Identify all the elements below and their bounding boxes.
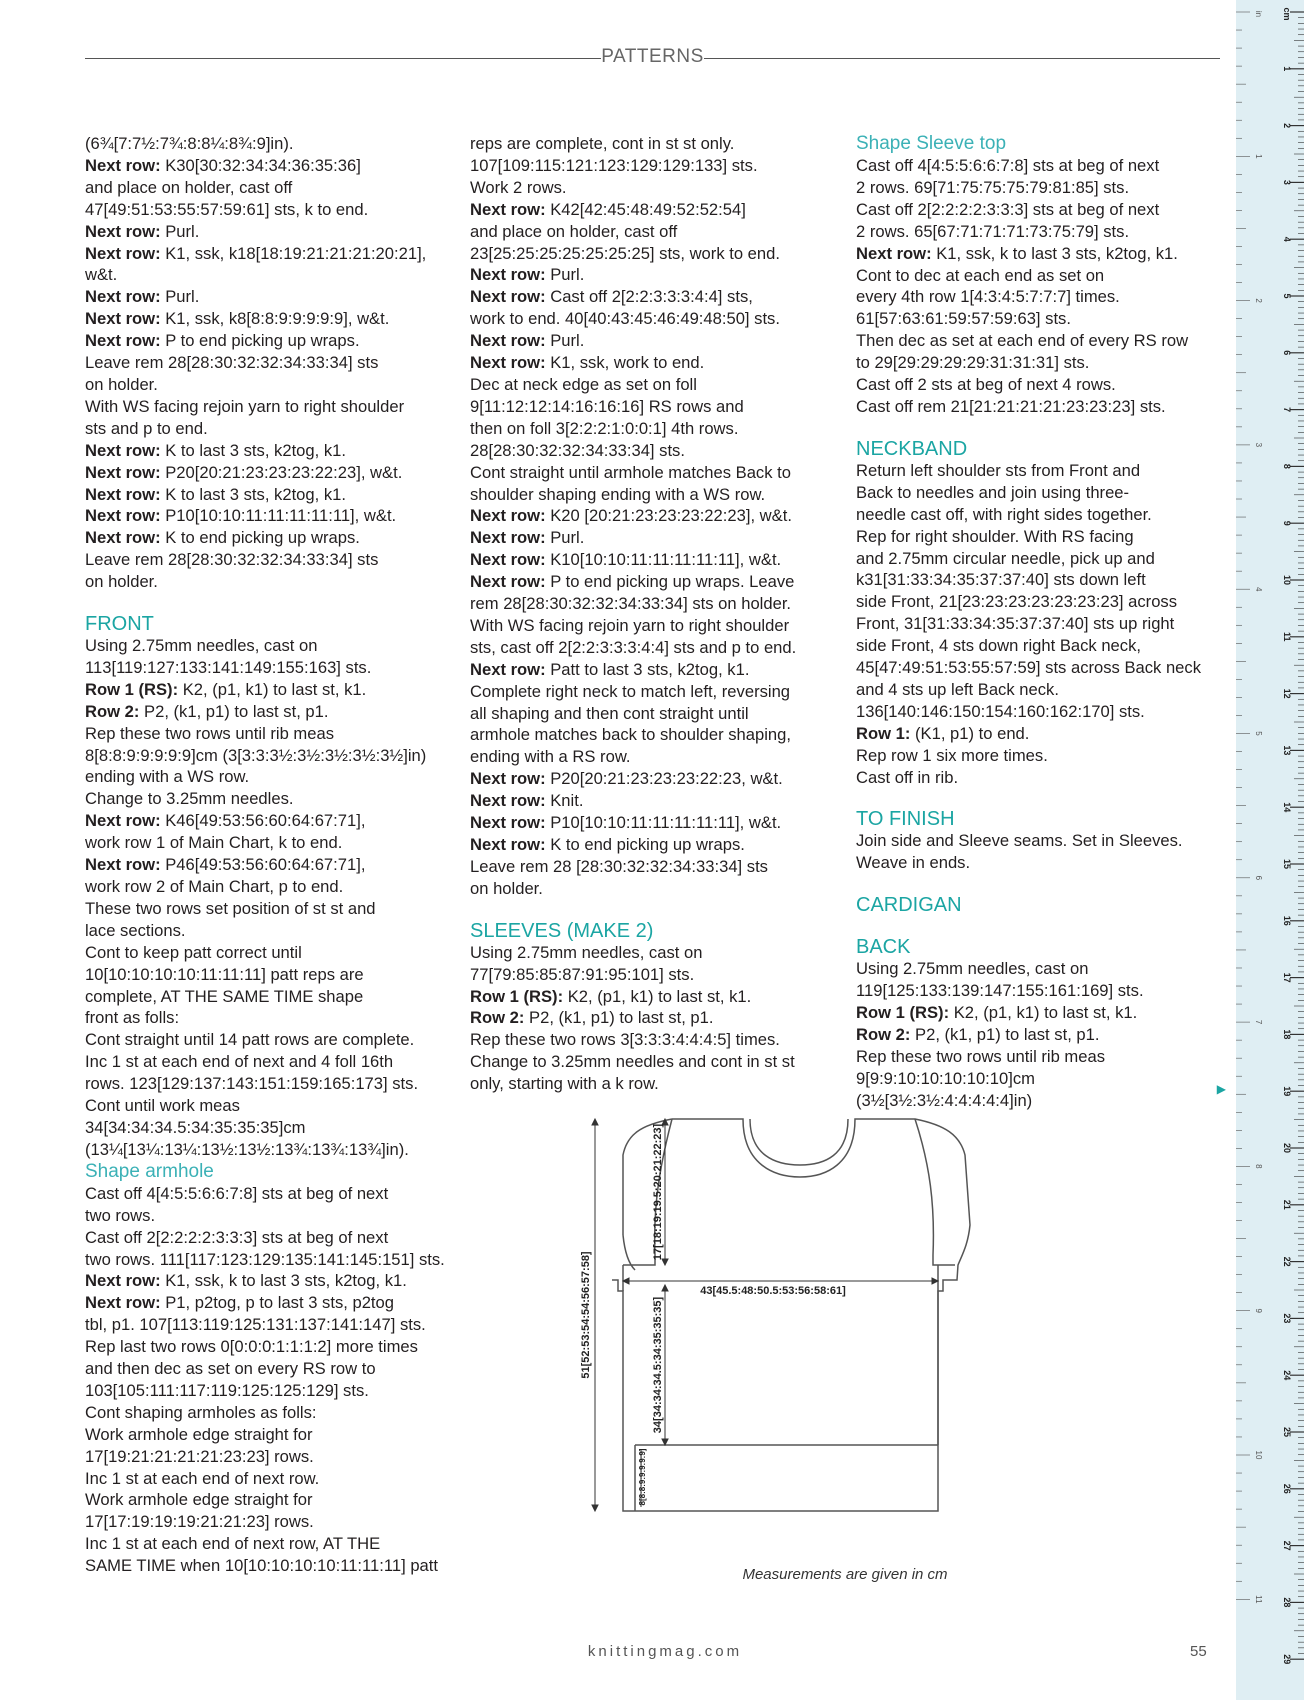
instruction-row [85, 462, 455, 484]
text-line: two rows. 111[117:123:129:135:141:145:151] sts. [85, 1249, 445, 1269]
text-line: 9[11:12:12:14:16:16:16] RS rows and [470, 396, 744, 416]
text-line: Rep row 1 six more times. [856, 745, 1048, 765]
row-text: P2, (k1, p1) to last st, p1. [139, 701, 329, 721]
text-line: rem 28[28:30:32:32:34:33:34] sts on holder. [470, 594, 792, 614]
ruler-inch-label: 8 [1254, 1164, 1263, 1169]
continued-line [856, 1068, 1226, 1112]
text-line: front as folls: [85, 1008, 180, 1028]
text-line: 45[47:49:51:53:55:57:59] sts across Back neck [856, 658, 1202, 678]
text-line: side Front, 21[23:23:23:23:23:23:23] across [856, 592, 1178, 612]
row-label: Next row: [470, 813, 546, 833]
text-line: 17[19:21:21:21:21:23:23] rows. [85, 1446, 314, 1466]
text-line: Cast off 2[2:2:2:2:3:3:3] sts at beg of next [85, 1227, 389, 1247]
ruler-cm-label: 22 [1282, 1256, 1292, 1267]
instruction-row [470, 264, 840, 286]
instruction-row [85, 243, 455, 265]
text-line: Cont to keep patt correct until [85, 942, 302, 962]
section-heading: SLEEVES (MAKE 2) [470, 919, 654, 942]
text-line: all shaping and then cont straight until [470, 703, 749, 723]
row-label: Next row: [470, 550, 546, 570]
text-line: Cont straight until 14 patt rows are complete. [85, 1030, 415, 1050]
text-line: Cont straight until armhole matches Back to [470, 462, 791, 482]
ruler-inch-label: 2 [1254, 298, 1263, 303]
subsection-heading: Shape Sleeve top [856, 133, 1007, 154]
ruler-cm-label: 24 [1282, 1370, 1292, 1381]
row-label: Row 2: [85, 701, 140, 721]
section-heading: TO FINISH [856, 808, 955, 831]
row-text: Purl. [545, 528, 585, 548]
text-line: needle cast off, with right sides together. [856, 504, 1152, 524]
text-line: on holder. [85, 374, 158, 394]
instruction-row [470, 1007, 840, 1029]
text-line: Cast off 2[2:2:2:2:3:3:3] sts at beg of next [856, 199, 1160, 219]
ruler-cm-label: 17 [1282, 972, 1292, 983]
row-text: K2, (p1, k1) to last st, k1. [178, 679, 367, 699]
text-line: w&t. [85, 265, 118, 285]
text-line: Dec at neck edge as set on foll [470, 374, 697, 394]
instruction-row [85, 810, 455, 832]
row-label: Next row: [470, 791, 546, 811]
text-line: Front, 31[31:33:34:35:37:37:40] sts up right [856, 614, 1175, 634]
row-label: Next row: [85, 855, 161, 875]
text-line: 107[109:115:121:123:129:129:133] sts. [470, 155, 758, 175]
ruler-cm-label: 20 [1282, 1142, 1292, 1154]
text-line: Using 2.75mm needles, cast on [470, 942, 703, 962]
row-label: Next row: [85, 1293, 161, 1313]
text-line: on holder. [470, 878, 543, 898]
text-line: to 29[29:29:29:29:31:31:31] sts. [856, 353, 1090, 373]
instruction-row [85, 440, 455, 462]
section-heading: BACK [856, 936, 911, 959]
text-line: 119[125:133:139:147:155:161:169] sts. [856, 981, 1144, 1001]
row-label: Next row: [85, 811, 161, 831]
text-line: With WS facing rejoin yarn to right shoulder [470, 615, 790, 635]
text-line: Join side and Sleeve seams. Set in Sleeves. [856, 831, 1183, 851]
ruler-inch-label: 10 [1254, 1450, 1263, 1460]
row-label: Next row: [470, 835, 546, 854]
ruler-inch-label: 9 [1254, 1308, 1263, 1313]
ruler-cm-label: 16 [1282, 915, 1292, 926]
text-line: Leave rem 28 [28:30:32:32:34:33:34] sts [470, 856, 768, 876]
row-label: Next row: [470, 287, 546, 307]
text-line: Cast off 2 sts at beg of next 4 rows. [856, 375, 1116, 395]
width-measurement: 43[45.5:48:50.5:53:56:58:61] [700, 1285, 846, 1297]
row-label: Next row: [85, 243, 161, 263]
text-line: Back to needles and join using three- [856, 482, 1130, 502]
page-header [85, 46, 1220, 70]
text-line: Leave rem 28[28:30:32:32:34:33:34] sts [85, 353, 379, 373]
row-text: K10[10:10:11:11:11:11:11], w&t. [545, 550, 782, 570]
instruction-row [856, 723, 1226, 745]
row-text: K1, ssk, work to end. [545, 353, 705, 373]
text-line: rows. 123[129:137:143:151:159:165:173] sts. [85, 1074, 419, 1094]
instruction-row [85, 505, 455, 527]
text-line: (13¼[13¼:13¼:13½:13½:13¾:13¾:13¾]in). [85, 1139, 409, 1159]
ruler-cm-label: 27 [1282, 1540, 1292, 1551]
row-text: K42[42:45:48:49:52:52:54] [545, 199, 746, 219]
text-line: (6¾[7:7½:7¾:8:8¼:8¾:9]in). [85, 134, 294, 153]
ruler-background [1236, 0, 1304, 1700]
row-text: Patt to last 3 sts, k2tog, k1. [545, 659, 750, 679]
text-line: side Front, 4 sts down right Back neck, [856, 636, 1141, 656]
ruler-cm-label: 15 [1282, 858, 1292, 870]
text-line: 10[10:10:10:10:11:11:11] patt reps are [85, 964, 364, 984]
ruler-cm-label: 23 [1282, 1313, 1292, 1324]
text-line: every 4th row 1[4:3:4:5:7:7:7] times. [856, 287, 1120, 307]
row-label: Next row: [85, 462, 161, 482]
row-label: Next row: [85, 484, 161, 504]
row-text: K1, ssk, k18[18:19:21:21:21:20:21], [160, 243, 427, 263]
ruler-cm-label: 6 [1282, 350, 1292, 356]
row-text: K1, ssk, k to last 3 sts, k2tog, k1. [160, 1271, 407, 1291]
row-text: P2, (k1, p1) to last st, p1. [910, 1025, 1100, 1044]
row-label: Next row: [85, 221, 161, 241]
instruction-row [85, 854, 455, 876]
row-text: Knit. [545, 791, 584, 811]
text-line: work to end. 40[40:43:45:46:49:48:50] sts. [470, 309, 780, 329]
ruler-cm-label: 25 [1282, 1426, 1292, 1438]
text-line: Leave rem 28[28:30:32:32:34:33:34] sts [85, 550, 379, 570]
section-title: PATTERNS [601, 46, 704, 67]
ruler-cm-label: 5 [1282, 293, 1292, 299]
text-line: Work 2 rows. [470, 177, 567, 197]
section-heading: NECKBAND [856, 437, 968, 460]
row-label: Next row: [470, 659, 546, 679]
instruction-row [470, 505, 840, 527]
row-text: K to last 3 sts, k2tog, k1. [160, 440, 346, 460]
ruler-inch-label: 1 [1254, 154, 1263, 159]
instruction-row [470, 768, 840, 790]
text-line: lace sections. [85, 920, 186, 940]
row-label: Next row: [470, 528, 546, 548]
text-line: Rep last two rows 0[0:0:0:1:1:1:2] more times [85, 1337, 418, 1357]
column-right [856, 133, 1226, 1112]
row-label: Next row: [85, 1271, 161, 1291]
ruler-cm-label: 19 [1282, 1086, 1292, 1097]
text-line: 23[25:25:25:25:25:25:25] sts, work to end. [470, 243, 780, 263]
text-line: Complete right neck to match left, reversing [470, 681, 791, 701]
column-middle [470, 133, 840, 1095]
row-text: P to end picking up wraps. Leave [545, 572, 795, 592]
text-line: 9[9:9:10:10:10:10:10]cm (3½[3½:3½:4:4:4:4:4]in) [856, 1068, 1035, 1110]
text-line: Using 2.75mm needles, cast on [856, 959, 1089, 979]
text-line: 113[119:127:133:141:149:155:163] sts. [85, 657, 372, 677]
instruction-row [85, 286, 455, 308]
text-line: 61[57:63:61:59:57:59:63] sts. [856, 309, 1071, 329]
text-line: Cast off 4[4:5:5:6:6:7:8] sts at beg of next [856, 156, 1160, 175]
instruction-row [85, 1270, 455, 1292]
row-label: Next row: [85, 331, 161, 351]
instruction-row [470, 527, 840, 549]
text-line: SAME TIME when 10[10:10:10:10:11:11:11] patt [85, 1556, 438, 1576]
row-text: K to end picking up wraps. [545, 835, 745, 854]
text-line: sts and p to end. [85, 418, 208, 438]
ruler-inch-label: 6 [1254, 875, 1263, 881]
instruction-row [85, 308, 455, 330]
row-label: Row 1: [856, 723, 911, 743]
text-line: Rep these two rows until rib meas [85, 723, 335, 743]
text-line: Inc 1 st at each end of next and 4 foll 16th [85, 1052, 394, 1072]
row-label: Next row: [85, 528, 161, 548]
text-line: Work armhole edge straight for [85, 1424, 313, 1444]
instruction-row [470, 352, 840, 374]
row-label: Row 2: [470, 1008, 525, 1028]
row-text: P20[20:21:23:23:23:22:23], w&t. [160, 462, 403, 482]
row-text: Purl. [160, 221, 200, 241]
row-label: Next row: [470, 265, 546, 285]
row-text: P1, p2tog, p to last 3 sts, p2tog [160, 1293, 394, 1313]
text-line: Then dec as set at each end of every RS row [856, 331, 1189, 351]
ruler-cm-label: 3 [1282, 179, 1292, 185]
instruction-row [85, 527, 455, 549]
instruction-row [470, 790, 840, 812]
row-text: P10[10:10:11:11:11:11:11], w&t. [545, 813, 782, 833]
instruction-row [85, 330, 455, 352]
instruction-row [470, 812, 840, 834]
text-line: Inc 1 st at each end of next row, AT THE [85, 1534, 381, 1554]
row-label: Row 1 (RS): [856, 1003, 950, 1023]
text-line: two rows. [85, 1205, 156, 1225]
row-text: K1, ssk, k8[8:8:9:9:9:9:9], w&t. [160, 309, 390, 329]
row-label: Next row: [470, 331, 546, 351]
ruler-inch-label: 5 [1254, 731, 1263, 736]
text-line: and place on holder, cast off [85, 177, 293, 197]
instruction-row [470, 199, 840, 221]
text-line: 34[34:34:34.5:34:35:35:35]cm [85, 1117, 306, 1137]
instruction-row [856, 1024, 1226, 1046]
rib-measurement: 8[8:8:9:9:9:9:9] [638, 1448, 647, 1506]
continue-arrow-icon: ▶ [1216, 1081, 1226, 1096]
text-line: Weave in ends. [856, 853, 971, 873]
subsection-heading: Shape armhole [85, 1160, 214, 1182]
text-line: and then dec as set on every RS row to [85, 1359, 376, 1379]
instruction-row [470, 834, 840, 856]
text-line: work row 1 of Main Chart, k to end. [85, 833, 343, 853]
column-left [85, 133, 455, 1577]
ruler-cm-label: 11 [1282, 632, 1292, 642]
row-label: Next row: [470, 572, 546, 592]
text-line: 2 rows. 69[71:75:75:75:79:81:85] sts. [856, 177, 1130, 197]
sweater-schematic [580, 1115, 1075, 1555]
row-text: P2, (k1, p1) to last st, p1. [524, 1008, 714, 1028]
text-line: reps are complete, cont in st st only. [470, 134, 735, 153]
text-line: Change to 3.25mm needles. [85, 789, 294, 809]
row-label: Row 2: [856, 1025, 911, 1044]
row-label: Next row: [856, 243, 932, 263]
ruler-inch-label: 4 [1254, 586, 1263, 592]
text-line: Rep these two rows until rib meas [856, 1046, 1106, 1066]
text-line: Cast off 4[4:5:5:6:6:7:8] sts at beg of next [85, 1183, 389, 1203]
text-line: sts, cast off 2[2:2:3:3:3:4:4] sts and p to end. [470, 637, 797, 657]
text-line: These two rows set position of st st and [85, 898, 376, 918]
text-line: 17[17:19:19:19:21:21:23] rows. [85, 1512, 314, 1532]
text-line: Rep for right shoulder. With RS facing [856, 526, 1134, 546]
text-line: 136[140:146:150:154:160:162:170] sts. [856, 701, 1145, 721]
row-label: Next row: [85, 506, 161, 526]
text-line: Cast off rem 21[21:21:21:21:23:23:23] sts. [856, 396, 1166, 416]
instruction-row [470, 571, 840, 593]
text-line: 8[8:8:9:9:9:9:9]cm (3[3:3:3½:3½:3½:3½:3½]in) [85, 745, 427, 765]
text-line: complete, AT THE SAME TIME shape [85, 986, 364, 1006]
text-line: With WS facing rejoin yarn to right shoulder [85, 396, 405, 416]
ruler-cm-label: 18 [1282, 1029, 1292, 1040]
instruction-row [85, 484, 455, 506]
text-line: Work armhole edge straight for [85, 1490, 313, 1510]
instruction-row [85, 155, 455, 177]
text-line: armhole matches back to shoulder shaping, [470, 725, 791, 745]
text-line: 103[105:111:117:119:125:125:129] sts. [85, 1380, 369, 1400]
row-text: Cast off 2[2:2:3:3:3:4:4] sts, [545, 287, 753, 307]
ruler-cm-label: 21 [1282, 1199, 1292, 1210]
ruler-cm-label: 8 [1282, 463, 1292, 469]
text-line: Cont shaping armholes as folls: [85, 1402, 317, 1422]
armhole-measurement: 17[18:19:19.5:20:21:22:23] [652, 1123, 664, 1261]
page-number: 55 [1190, 1643, 1207, 1660]
row-text: Purl. [545, 331, 585, 351]
text-line: and 4 sts up left Back neck. [856, 679, 1059, 699]
text-line: and place on holder, cast off [470, 221, 678, 241]
text-line: k31[31:33:34:35:37:37:40] sts down left [856, 570, 1146, 590]
text-line: then on foll 3[2:2:2:1:0:0:1] 4th rows. [470, 418, 739, 438]
ruler-cm-label: 1 [1282, 66, 1292, 72]
row-text: P to end picking up wraps. [160, 331, 360, 351]
text-line: ending with a WS row. [85, 767, 250, 787]
ruler-cm-label: 12 [1282, 688, 1292, 699]
text-line: Inc 1 st at each end of next row. [85, 1468, 320, 1488]
instruction-row [470, 549, 840, 571]
text-line: 47[49:51:53:55:57:59:61] sts, k to end. [85, 199, 369, 219]
ruler-cm-label: 28 [1282, 1597, 1292, 1608]
row-text: K30[30:32:34:34:36:35:36] [160, 155, 361, 175]
ruler-cm-label: 2 [1282, 123, 1292, 129]
row-label: Next row: [470, 769, 546, 789]
ruler-cm-label: 14 [1282, 802, 1292, 813]
instruction-row [85, 221, 455, 243]
ruler-cm-label: 29 [1282, 1654, 1292, 1665]
row-text: K to end picking up wraps. [160, 528, 360, 548]
ruler-inch-label: 11 [1254, 1595, 1263, 1604]
row-text: Purl. [545, 265, 585, 285]
ruler-cm-label: 10 [1282, 574, 1292, 586]
text-line: and 2.75mm circular needle, pick up and [856, 548, 1155, 568]
row-text: P20[20:21:23:23:23:22:23, w&t. [545, 769, 783, 789]
text-line: Change to 3.25mm needles and cont in st st [470, 1052, 795, 1072]
row-text: P10[10:10:11:11:11:11:11], w&t. [160, 506, 397, 526]
ruler [1236, 0, 1304, 1700]
row-label: Next row: [85, 309, 161, 329]
body-measurement: 34[34:34:34.5:34:35:35:35] [652, 1296, 664, 1434]
row-text: Purl. [160, 287, 200, 307]
ruler-inch-label: 3 [1254, 442, 1263, 448]
length-measurement: 51[52:53:54:54:56:57:58] [580, 1251, 592, 1379]
instruction-row [856, 243, 1226, 265]
ruler-inch-label: 7 [1254, 1019, 1263, 1025]
footer-url: knittingmag.com [587, 1643, 743, 1660]
row-label: Next row: [85, 440, 161, 460]
row-label: Next row: [470, 506, 546, 526]
header-rule-right [704, 58, 1220, 59]
ruler-cm-label: 26 [1282, 1483, 1292, 1494]
text-line: tbl, p1. 107[113:119:125:131:137:141:147] sts. [85, 1315, 426, 1335]
text-line: Cast off in rib. [856, 767, 959, 787]
row-label: Next row: [85, 287, 161, 307]
ruler-inch-label: in [1254, 10, 1263, 18]
text-line: Cont until work meas [85, 1096, 240, 1116]
row-label: Row 1 (RS): [85, 679, 179, 699]
text-line: Using 2.75mm needles, cast on [85, 636, 318, 656]
instruction-row [470, 286, 840, 308]
text-line: shoulder shaping ending with a WS row. [470, 484, 766, 504]
instruction-row [470, 986, 840, 1008]
row-label: Next row: [470, 353, 546, 373]
diagram-caption: Measurements are given in cm [742, 1566, 948, 1583]
ruler-cm-label: 7 [1282, 407, 1292, 413]
row-text: K2, (p1, k1) to last st, k1. [563, 986, 752, 1006]
text-line: on holder. [85, 572, 158, 592]
row-text: P46[49:53:56:60:64:67:71], [160, 855, 366, 875]
instruction-row [85, 701, 455, 723]
text-line: Return left shoulder sts from Front and [856, 460, 1141, 480]
text-line: Rep these two rows 3[3:3:3:4:4:4:5] times. [470, 1030, 780, 1050]
ruler-cm-label: 4 [1282, 236, 1292, 242]
instruction-row [85, 679, 455, 701]
row-label: Next row: [470, 199, 546, 219]
row-text: K1, ssk, k to last 3 sts, k2tog, k1. [931, 243, 1178, 263]
ruler-cm-label: 13 [1282, 745, 1292, 756]
text-line: 28[28:30:32:32:34:33:34] sts. [470, 440, 685, 460]
text-line: ending with a RS row. [470, 747, 631, 767]
row-label: Next row: [85, 155, 161, 175]
row-text: (K1, p1) to end. [910, 723, 1030, 743]
text-line: 77[79:85:85:87:91:95:101] sts. [470, 964, 695, 984]
row-text: K20 [20:21:23:23:23:22:23], w&t. [545, 506, 792, 526]
row-text: K2, (p1, k1) to last st, k1. [949, 1003, 1138, 1023]
ruler-cm-label: cm [1282, 7, 1292, 21]
text-line: Cont to dec at each end as set on [856, 265, 1105, 285]
row-text: K46[49:53:56:60:64:67:71], [160, 811, 366, 831]
text-line: work row 2 of Main Chart, p to end. [85, 877, 344, 896]
instruction-row [470, 659, 840, 681]
section-heading: CARDIGAN [856, 894, 962, 917]
instruction-row [470, 330, 840, 352]
section-heading: FRONT [85, 613, 154, 636]
row-text: K to last 3 sts, k2tog, k1. [160, 484, 346, 504]
text-line: only, starting with a k row. [470, 1074, 659, 1094]
instruction-row [85, 1292, 455, 1314]
ruler-cm-label: 9 [1282, 520, 1292, 526]
row-label: Row 1 (RS): [470, 986, 564, 1006]
instruction-row [856, 1002, 1226, 1024]
text-line: 2 rows. 65[67:71:71:71:73:75:79] sts. [856, 221, 1130, 241]
